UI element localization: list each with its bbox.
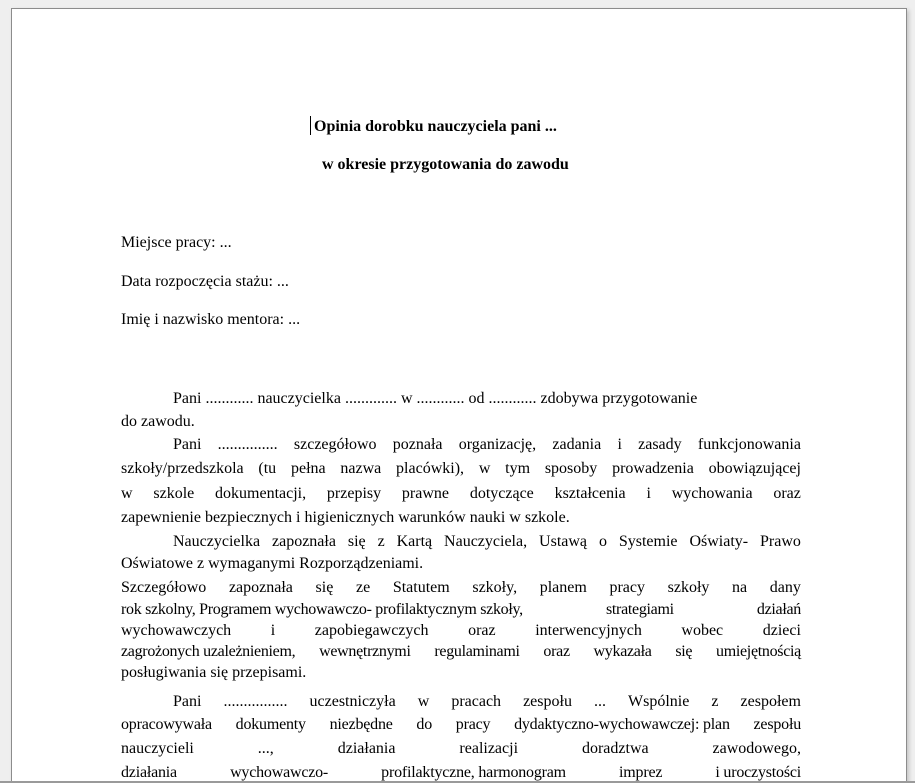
paragraph-5-line-2: [121, 715, 801, 735]
word: Szczegółowo: [121, 579, 207, 596]
paragraph-2-line-1: [121, 435, 801, 455]
word: realizacji: [459, 740, 519, 757]
word: z: [711, 693, 719, 710]
word: pracach: [451, 693, 502, 710]
word: dzieci: [762, 622, 801, 639]
word: wychowawczo-: [230, 764, 329, 781]
paragraph-3-line-2: Oświatowe z wymaganymi Rozporządzeniami.: [121, 555, 424, 572]
word: ...,: [257, 740, 274, 757]
document-title-line2: w okresie przygotowania do zawodu: [322, 156, 569, 173]
word: przepisy: [326, 485, 382, 502]
word: pracy: [609, 579, 645, 596]
word: oraz: [543, 643, 570, 660]
word: zespołu: [753, 716, 801, 733]
paragraph-5-line-3: [121, 739, 801, 759]
word: zespołem: [740, 693, 801, 710]
word: działań: [756, 601, 801, 618]
word: szkoły: [667, 579, 710, 596]
word: dotyczące: [469, 485, 534, 502]
word: szkoły,: [472, 579, 518, 596]
word: na: [732, 579, 748, 596]
word: zawodowego,: [712, 740, 801, 757]
word: (tu: [258, 460, 277, 477]
word: poznała: [392, 436, 443, 453]
word: Pani: [173, 436, 202, 453]
word: dokumenty: [235, 716, 306, 733]
word: organizację,: [458, 436, 537, 453]
word: obowiązującej: [708, 460, 801, 477]
word: ze: [355, 579, 371, 596]
word: szczegółowo: [293, 436, 377, 453]
paragraph-4-line-2: [121, 600, 801, 620]
word: wykazała: [593, 643, 652, 660]
paragraph-4-line-3: [121, 621, 801, 641]
word: rok szkolny, Programem wychowawczo- profilaktycznym szkoły,: [121, 601, 523, 618]
word: w: [417, 693, 430, 710]
word: pracy: [455, 716, 491, 733]
word: wychowania: [671, 485, 753, 502]
word: dany: [769, 579, 801, 596]
word: wobec: [681, 622, 724, 639]
word: i: [617, 436, 622, 453]
word: zagrożonych uzależnieniem,: [121, 643, 296, 660]
paragraph-3-line-1: [121, 532, 801, 552]
paragraph-2-line-2: [121, 459, 801, 479]
word: regulaminami: [434, 643, 520, 660]
word: zapobiegawczych: [314, 622, 429, 639]
paragraph-4-line-4: [121, 642, 801, 662]
paragraph-4-line-1: [121, 578, 801, 598]
word: działania: [121, 764, 177, 781]
word: nauczycieli: [121, 740, 194, 757]
word: tym: [505, 460, 531, 477]
field-mentor-name: Imię i nazwisko mentora: ...: [121, 311, 301, 328]
title-text-1: Opinia dorobku nauczyciela pani ...: [314, 118, 557, 135]
word: interwencyjnych: [535, 622, 642, 639]
paragraph-1-line-2: do zawodu.: [121, 413, 195, 430]
word: się: [347, 533, 366, 550]
paragraph-2-line-4: zapewnienie bezpiecznych i higienicznych warunków nauki w szkole.: [121, 509, 570, 526]
paragraph-4-line-5: posługiwania się przepisami.: [121, 664, 307, 681]
word: Statutem: [392, 579, 450, 596]
word: placówki),: [396, 460, 465, 477]
word: w: [121, 485, 133, 502]
word: Nauczyciela,: [444, 533, 528, 550]
word: się: [675, 643, 693, 660]
word: zadania: [552, 436, 602, 453]
paragraph-5-line-4: [121, 763, 801, 783]
word: szkoły/przedszkola: [121, 460, 244, 477]
word: Pani: [173, 693, 202, 710]
word: ...............: [217, 436, 278, 453]
word: dydaktyczno-wychowawczej: plan: [514, 716, 730, 733]
word: zapoznała: [271, 533, 336, 550]
word: prawne: [401, 485, 450, 502]
word: nazwa: [340, 460, 382, 477]
document-title-line1: [310, 116, 557, 136]
field-internship-start-date: Data rozpoczęcia stażu: ...: [121, 273, 289, 290]
word: ................: [223, 693, 288, 710]
paragraph-1-line-1: [121, 389, 801, 409]
word: i: [270, 622, 276, 639]
word: i: [646, 485, 651, 502]
field-workplace: Miejsce pracy: ...: [121, 234, 232, 251]
word: działania: [337, 740, 396, 757]
word: oraz: [773, 485, 801, 502]
word: do: [416, 716, 433, 733]
word: dokumentacji,: [215, 485, 307, 502]
word: prowadzenia: [612, 460, 694, 477]
word: uczestniczyła: [309, 693, 396, 710]
word: planem: [539, 579, 587, 596]
word: pełna: [290, 460, 326, 477]
word: szkole: [153, 485, 195, 502]
word: umiejętnością: [716, 643, 801, 660]
word: o: [598, 533, 607, 550]
paragraph-5-line-1: [121, 692, 801, 712]
word: Kartą: [396, 533, 433, 550]
word: Systemie: [618, 533, 678, 550]
paragraph-2-line-3: [121, 484, 801, 504]
word: kształcenia: [554, 485, 626, 502]
text-span: Pani ............: [173, 390, 254, 407]
word: strategiami: [605, 601, 674, 618]
word: sposoby: [544, 460, 598, 477]
word: Nauczycielka: [173, 533, 261, 550]
word: Wspólnie: [628, 693, 690, 710]
word: z: [377, 533, 385, 550]
word: w: [478, 460, 491, 477]
word: imprez: [619, 764, 663, 781]
word: zasady: [638, 436, 682, 453]
word: profilaktyczne, harmonogram: [381, 764, 566, 781]
word: zapoznała: [228, 579, 293, 596]
word: Prawo: [760, 533, 801, 550]
word: funkcjonowania: [697, 436, 801, 453]
word: doradztwa: [581, 740, 649, 757]
word: ...: [593, 693, 606, 710]
word: Oświaty-: [689, 533, 749, 550]
word: opracowywała: [121, 716, 212, 733]
document-page[interactable]: [11, 8, 907, 783]
word: oraz: [468, 622, 496, 639]
word: wewnętrznymi: [319, 643, 411, 660]
word: zespołu: [523, 693, 572, 710]
text-cursor: [310, 116, 311, 135]
word: Ustawą: [539, 533, 588, 550]
text-span: nauczycielka ............. w ............ od ............ zdobywa przygotowanie: [253, 390, 698, 407]
word: się: [315, 579, 334, 596]
word: niezbędne: [329, 716, 393, 733]
word: wychowawczych: [121, 622, 232, 639]
word: i uroczystości: [715, 764, 801, 781]
